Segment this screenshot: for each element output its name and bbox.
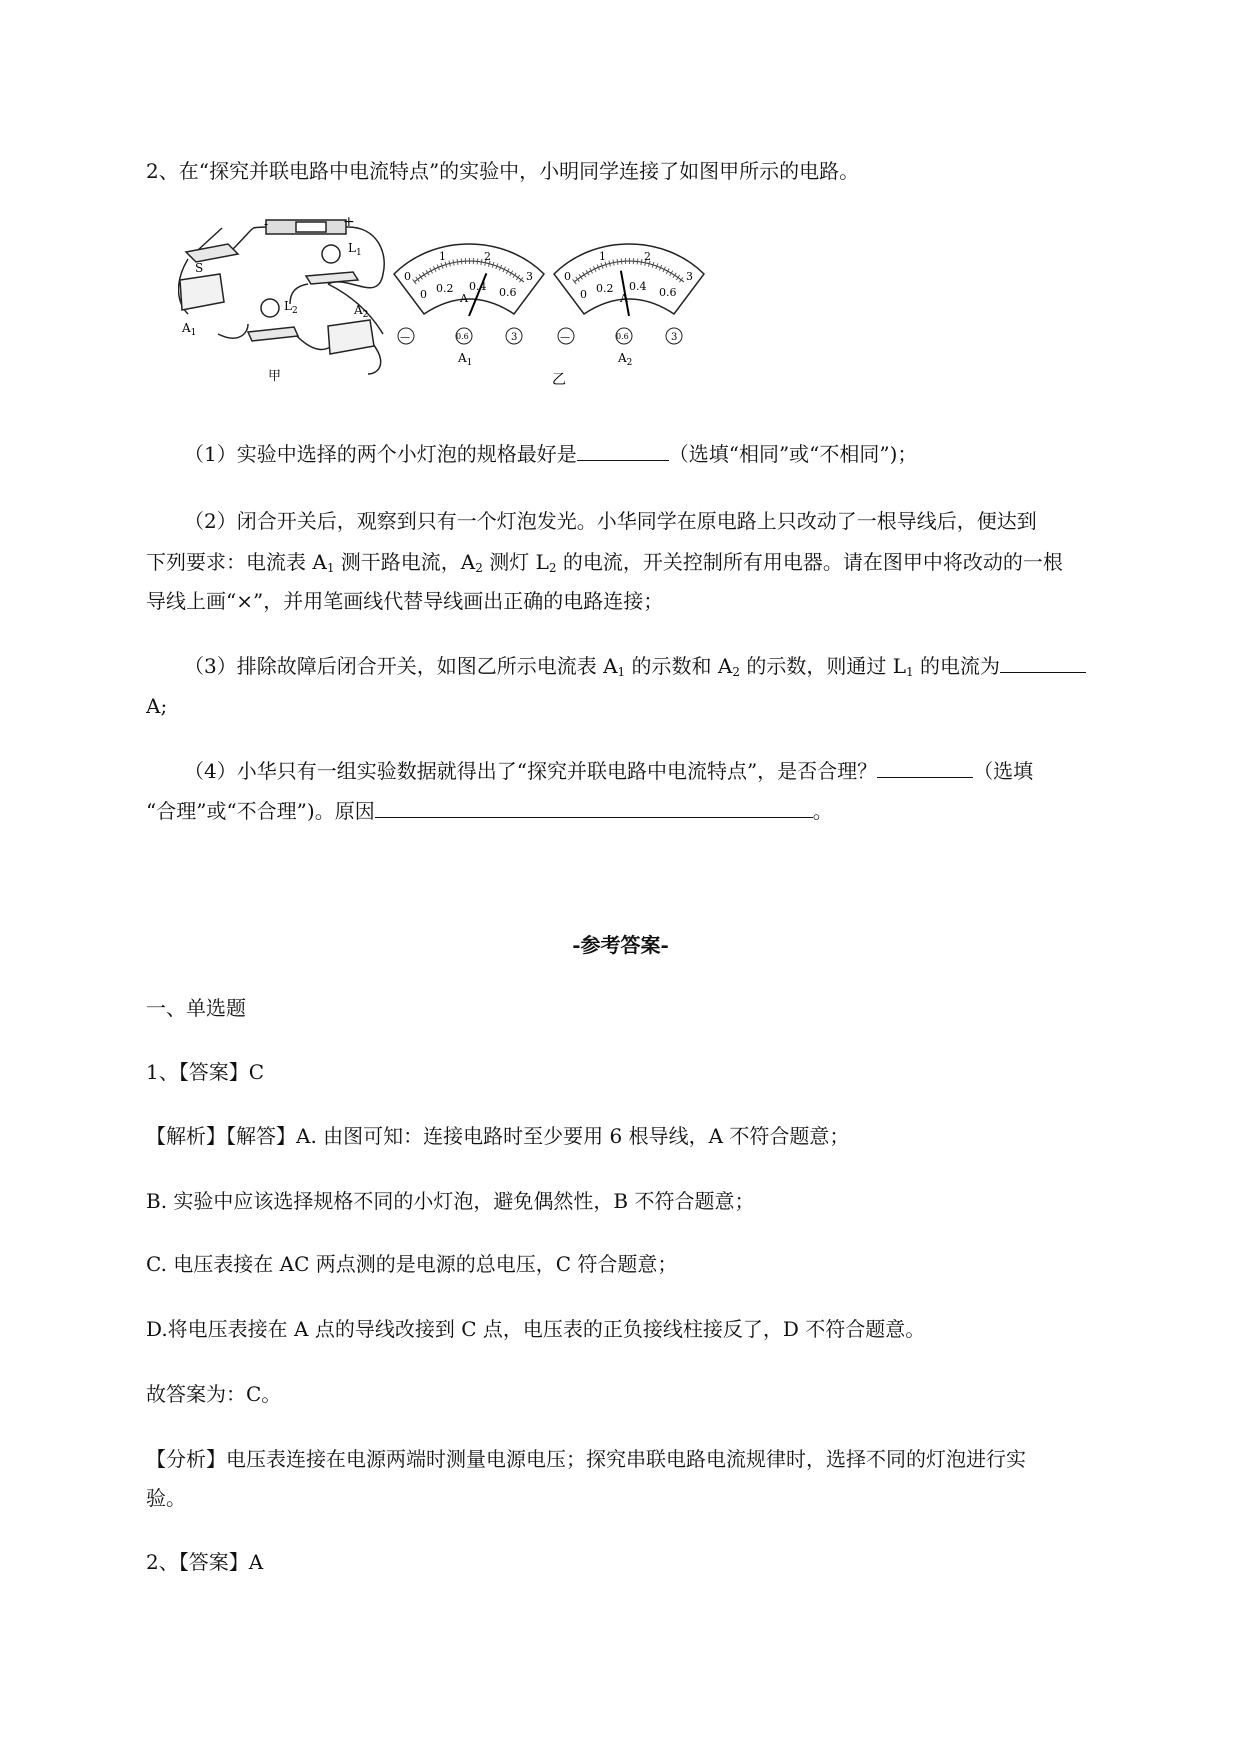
conclusion: 故答案为：C。 (146, 1382, 282, 1406)
part4-line2: “合理”或“不合理”)。原因 。 (146, 799, 833, 823)
meter-1 (394, 244, 544, 368)
analysis2-line2: 验。 (146, 1486, 186, 1510)
svg-text:0.4: 0.4 (469, 280, 487, 293)
part4-line1: （4）小华只有一组实验数据就得出了“探究并联电路中电流特点”，是否合理？ （选填 (184, 759, 1034, 783)
svg-text:1: 1 (439, 250, 446, 263)
svg-text:2: 2 (644, 250, 651, 263)
answer-2: 2、【答案】A (146, 1550, 264, 1574)
question-intro: 2、在“探究并联电路中电流特点”的实验中，小明同学连接了如图甲所示的电路。 (146, 159, 860, 183)
svg-text:A: A (620, 292, 628, 305)
meter2-label: $A_2$ (618, 351, 633, 368)
svg-text:A: A (460, 292, 468, 305)
lamp1-label: $L_1$ (348, 241, 362, 258)
svg-text:—: — (560, 332, 570, 343)
analysis-b: B. 实验中应该选择规格不同的小灯泡，避免偶然性，B 不符合题意； (146, 1189, 755, 1213)
svg-text:3: 3 (686, 270, 693, 283)
meter1-label: $A_1$ (458, 351, 473, 368)
battery-minus: - (264, 217, 269, 231)
svg-text:0: 0 (580, 288, 587, 301)
lamp1-base (306, 272, 358, 284)
analysis2-line1: 【分析】电压表连接在电源两端时测量电源电压；探究串联电路电流规律时，选择不同的灯泡进行实 (146, 1447, 1026, 1471)
ammeter2-body (328, 320, 374, 354)
part2-line1: （2）闭合开关后，观察到只有一个灯泡发光。小华同学在原电路上只改动了一根导线后，便达到 (184, 509, 1037, 533)
svg-text:3: 3 (511, 332, 518, 343)
analysis-c: C. 电压表接在 AC 两点测的是电源的总电压，C 符合题意； (146, 1252, 678, 1276)
meter-2 (554, 244, 704, 368)
ammeter1-body (180, 274, 224, 310)
circuit-figure (178, 214, 798, 404)
svg-text:0.2: 0.2 (596, 282, 614, 295)
part2-line2: 下列要求：电流表 $A_1$ 测干路电流，$A_2$ 测灯 $L_2$ 的电流，开关控制所有用电器。请在图甲中将改动的一根 (146, 550, 1063, 575)
part3-line1: （3）排除故障后闭合开关，如图乙所示电流表 $A_1$ 的示数和 $A_2$ 的示数，则通过 $L_1$ 的电流为 (184, 652, 1086, 686)
part2-line3: 导线上画“×”，并用笔画线代替导线画出正确的电路连接； (146, 589, 664, 613)
svg-text:0.6: 0.6 (456, 332, 469, 341)
part3-line2: A; (146, 694, 168, 718)
svg-text:0.6: 0.6 (499, 286, 517, 299)
lamp2-base (248, 327, 298, 341)
svg-text:0.6: 0.6 (616, 332, 629, 341)
part4-blank2[interactable] (375, 797, 813, 818)
part1-line: （1）实验中选择的两个小灯泡的规格最好是 （选填“相同”或“不相同”)； (184, 442, 918, 466)
ammeter2-label: $A_2$ (354, 303, 369, 320)
svg-text:0: 0 (404, 270, 411, 283)
section-title: 一、单选题 (146, 996, 246, 1020)
caption-yi: 乙 (552, 372, 566, 388)
circuit-diagram (178, 214, 798, 404)
svg-text:0.2: 0.2 (436, 282, 454, 295)
lamp2-label: $L_2$ (284, 299, 298, 316)
lamp1-bulb (322, 245, 340, 263)
ammeter1-label: $A_1$ (182, 321, 197, 338)
answers-heading: -参考答案- (572, 933, 669, 957)
switch-base (186, 244, 238, 262)
answer-1: 1、【答案】C (146, 1060, 265, 1084)
part4-blank1[interactable] (877, 757, 973, 778)
lamp2-bulb (261, 299, 279, 317)
svg-text:2: 2 (484, 250, 491, 263)
analysis-d: D.将电压表接在 A 点的导线改接到 C 点，电压表的正负接线柱接反了，D 不符合题意。 (146, 1317, 926, 1341)
svg-text:0: 0 (564, 270, 571, 283)
svg-text:0: 0 (420, 288, 427, 301)
part3-blank[interactable] (1000, 652, 1086, 673)
svg-text:0.4: 0.4 (629, 280, 647, 293)
svg-text:1: 1 (599, 250, 606, 263)
svg-text:3: 3 (526, 270, 533, 283)
svg-text:0.6: 0.6 (659, 286, 677, 299)
svg-text:3: 3 (671, 332, 678, 343)
switch-label: S (195, 261, 204, 275)
battery-plus: + (343, 214, 355, 230)
part1-blank[interactable] (577, 440, 669, 461)
caption-jia: 甲 (268, 369, 282, 384)
svg-text:—: — (400, 332, 410, 343)
analysis-a: 【解析】【解答】A. 由图可知：连接电路时至少要用 6 根导线，A 不符合题意； (146, 1124, 850, 1148)
